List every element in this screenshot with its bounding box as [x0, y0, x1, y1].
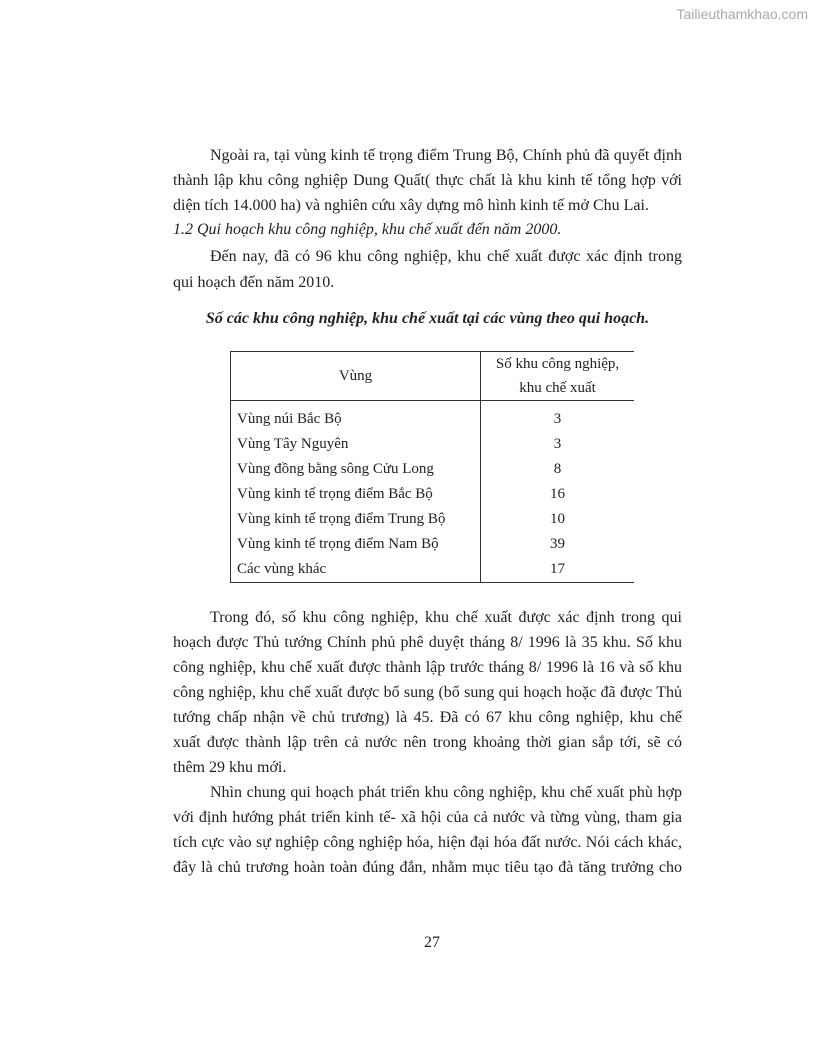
region-cell: Vùng đồng bằng sông Cửu Long	[231, 457, 481, 482]
paragraph-line: tích cực vào sự nghiệp công nghiệp hóa, hiện đại hóa đất nước. Nói cách khác,	[173, 834, 682, 851]
page-number: 27	[424, 934, 440, 951]
header-line: Số khu công nghiệp,	[495, 356, 620, 372]
watermark: Tailieuthamkhao.com	[676, 6, 808, 22]
header-line: khu chế xuất	[519, 380, 596, 396]
paragraph-line: thêm 29 khu mới.	[173, 759, 287, 776]
count-cell: 10	[550, 511, 566, 527]
region-cell: Vùng kinh tế trọng điểm Bắc Bộ	[231, 482, 481, 507]
paragraph-line: công nghiệp, khu chế xuất được thành lập trước tháng 8/ 1996 là 16 và số khu	[173, 659, 682, 676]
paragraph-line: qui hoạch đến năm 2010.	[173, 274, 335, 291]
industrial-zones-table	[230, 351, 634, 583]
table-row	[231, 557, 635, 583]
count-cell: 3	[553, 436, 562, 452]
table-row	[231, 432, 635, 457]
table-row	[231, 532, 635, 557]
table-row	[231, 457, 635, 482]
table-row	[231, 482, 635, 507]
paragraph-line: tướng chấp nhận về chủ trương) là 45. Đã có 67 khu công nghiệp, khu chế	[173, 709, 682, 726]
region-cell: Vùng kinh tế trọng điểm Trung Bộ	[231, 507, 481, 532]
count-cell: 16	[550, 486, 566, 502]
paragraph-line: Trong đó, số khu công nghiệp, khu chế xuất được xác định trong qui	[210, 609, 682, 626]
column-header-region: Vùng	[231, 352, 481, 401]
paragraph-line: thành lập khu công nghiệp Dung Quất( thực chất là khu kinh tế tổng hợp với	[173, 172, 682, 189]
region-cell: Vùng kinh tế trọng điểm Nam Bộ	[231, 532, 481, 557]
count-cell: 8	[553, 461, 562, 477]
region-cell: Vùng núi Bắc Bộ	[231, 401, 481, 433]
paragraph-line: xuất được thành lập trên cả nước nên trong khoảng thời gian sắp tới, sẽ có	[173, 734, 682, 751]
column-header-count	[481, 352, 634, 401]
paragraph-line: Ngoài ra, tại vùng kinh tế trọng điểm Trung Bộ, Chính phủ đã quyết định	[210, 147, 682, 164]
paragraph-line: diện tích 14.000 ha) và nghiên cứu xây dựng mô hình kinh tế mở Chu Lai.	[173, 197, 649, 214]
table-caption: Số các khu công nghiệp, khu chế xuất tại các vùng theo qui hoạch.	[205, 310, 650, 327]
table-row	[231, 507, 635, 532]
paragraph-line: hoạch được Thủ tướng Chính phủ phê duyệt tháng 8/ 1996 là 35 khu. Số khu	[173, 634, 682, 651]
paragraph-line: Đến nay, đã có 96 khu công nghiệp, khu chế xuất được xác định trong	[210, 248, 682, 265]
count-cell: 39	[550, 536, 566, 552]
region-cell: Các vùng khác	[231, 557, 481, 583]
section-heading: 1.2 Qui hoạch khu công nghiệp, khu chế xuất đến năm 2000.	[173, 221, 562, 238]
count-cell: 3	[553, 411, 562, 427]
paragraph-line: Nhìn chung qui hoạch phát triển khu công nghiệp, khu chế xuất phù hợp	[210, 784, 682, 801]
paragraph-line: với định hướng phát triển kinh tế- xã hội của cả nước và từng vùng, tham gia	[173, 809, 682, 826]
paragraph-line: đây là chủ trương hoàn toàn đúng đắn, nhằm mục tiêu tạo đà tăng trưởng cho	[173, 859, 682, 876]
table-row	[231, 401, 635, 433]
region-cell: Vùng Tây Nguyên	[231, 432, 481, 457]
count-cell: 17	[481, 557, 634, 583]
paragraph-line: công nghiệp, khu chế xuất được bổ sung (bổ sung qui hoạch hoặc đã được Thủ	[173, 684, 682, 701]
